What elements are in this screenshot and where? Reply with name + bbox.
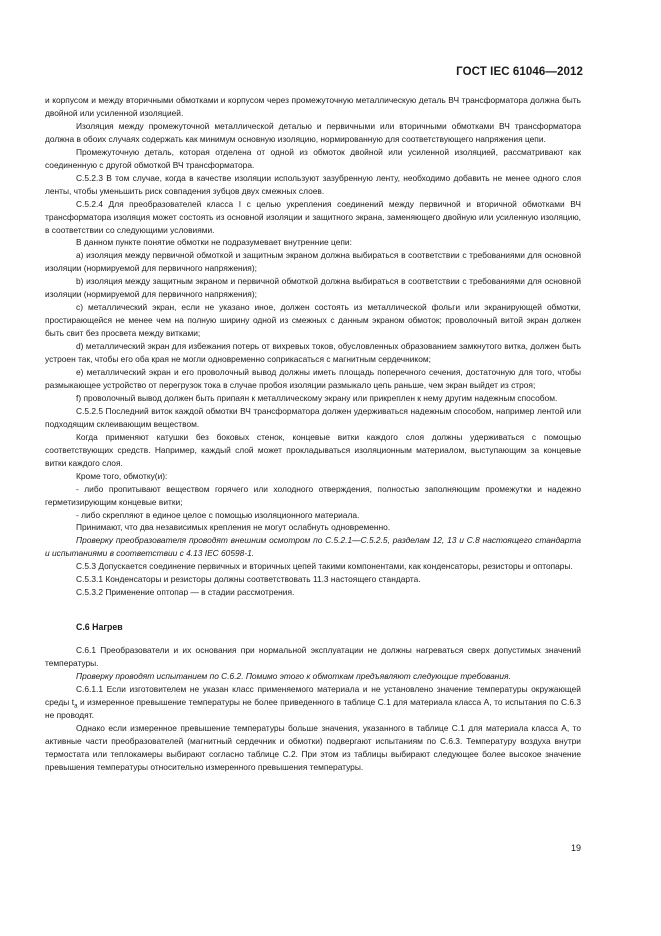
clause-c524: С.5.2.4 Для преобразователей класса I с целью укрепления соединений между первичной и вторичной обмотками ВЧ трансформатора изоляция может состоять из основной изоляции и защитного экрана, заменяющего двойную или усиленную изоляцию, в соответствии со следующими условиями. (45, 198, 581, 235)
dash-item: - либо пропитывают веществом горячего или холодного отверждения, полностью заполняющим промежутки и надежно герметизирующим концевые витки; (45, 483, 581, 507)
list-item-f: f) проволочный вывод должен быть припаян к металлическому экрану или прикреплен к нему другим надежным способом. (76, 392, 558, 403)
list-item-e: e) металлический экран и его проволочный вывод должны иметь площадь поперечного сечения, достаточную для того, чтобы размыкающее устройство от перегрузок тока в случае пробоя изоляции размыкало цепь раньше, чем экран выйдет из строя; (45, 367, 581, 390)
list-item-b: b) изоляция между защитным экраном и первичной обмоткой должна выбираться в соответствии с требованиями для основной изоляции (нормируемой для первичного напряжения); (45, 276, 581, 300)
list-item-c: c) металлический экран, если не указано иное, должен состоять из металлической фольги или экранирующей обмотки, простирающейся не менее чем на полную ширину одной из смежных с данным экраном обмоток; проволочный витой экран должен быть свит без просвета между витками; (45, 302, 581, 339)
paragraph: Кроме того, обмотку(и): (76, 470, 168, 481)
clause-c531: С.5.3.1 Конденсаторы и резисторы должны соответствовать 11.3 настоящего стандарта. (76, 574, 421, 585)
document-body (45, 94, 581, 774)
clause-c532: С.5.3.2 Применение оптопар — в стадии рассмотрения. (76, 587, 295, 598)
verification-note: Проверку проводят испытанием по С.6.2. Помимо этого к обмоткам предъявляют следующие требования. (76, 671, 511, 682)
subscript-a: a (74, 703, 78, 710)
paragraph: Промежуточную деталь, которая отделена от одной из обмоток двойной или усиленной изоляцией, рассматривают как соединенную с другой обмоткой ВЧ трансформатора. (45, 146, 581, 170)
paragraph: и корпусом и между вторичными обмотками и корпусом через промежуточную металлическую деталь ВЧ трансформатора должна быть двойной или усиленной изоляцией. (45, 95, 581, 118)
section-heading: С.6 Нагрев (76, 622, 123, 633)
document-standard-header: ГОСТ IEC 61046—2012 (456, 66, 583, 78)
clause-c611 (45, 683, 581, 722)
paragraph: Когда применяют катушки без боковых стенок, концевые витки каждого слоя должны удерживаться с помощью соответствующих средств. Например, каждый слой может прокладываться изоляционным материалом, выступающим за концевые витки каждого слоя. (45, 431, 581, 468)
paragraph: Принимают, что два независимых крепления не могут ослабнуть одновременно. (76, 522, 391, 533)
paragraph: В данном пункте понятие обмотки не подразумевает внутренние цепи: (76, 237, 352, 248)
paragraph: Изоляция между промежуточной металлической деталью и первичными или вторичными обмотками ВЧ трансформатора должна в обоих случаях содержать как минимум основную изоляцию, нормированную для соответствующего напряжения цепи. (45, 120, 581, 144)
clause-c53: С.5.3 Допускается соединение первичных и вторичных цепей такими компонентами, как конденсаторы, резисторы и оптопары. (76, 561, 573, 572)
clause-c611-text-start: С.6.1.1 Если изготовителем не указан класс применяемого материала и не установлено значение температуры окружающей среды t (45, 684, 581, 707)
verification-note: Проверку преобразователя проводят внешним осмотром по С.5.2.1—С.5.2.5, разделам 12, 13 и С.8 настоящего стандарта и испытаниями в соответствии с 4.13 IEC 60598-1. (45, 535, 581, 559)
dash-item: - либо скрепляют в единое целое с помощью изоляционного материала. (76, 509, 360, 520)
page-number: 19 (570, 843, 581, 853)
clause-c61: С.6.1 Преобразователи и их основания при нормальной эксплуатации не должны нагреваться сверх допустимых значений температуры. (45, 645, 581, 669)
list-item-d: d) металлический экран для избежания потерь от вихревых токов, обусловленных образованием замкнутого витка, должен быть устроен так, чтобы его оба края не могли одновременно соприкасаться с магнитным сердечником; (45, 341, 581, 365)
list-item-a: a) изоляция между первичной обмоткой и защитным экраном должна выбираться в соответствии с требованиями для основной изоляции (нормируемой для первичного напряжения); (45, 250, 581, 274)
paragraph: Однако если измеренное превышение температуры больше значения, указанного в таблице С.1 для материала класса А, то активные части преобразователей (магнитный сердечник и обмотки) подвергают испытаниям по С.6.3. Температуру воздуха внутри термостата или теплокамеры выбирают согласно таблице С.2. При этом из таблицы выбирают следующее более высокое значение превышения температуры относительно измеренного превышения температуры. (45, 722, 581, 772)
clause-c525: С.5.2.5 Последний виток каждой обмотки ВЧ трансформатора должен удерживаться надежным способом, например лентой или подходящим склеивающим веществом. (45, 405, 581, 429)
clause-c611-text-end: и измеренное превышение температуры не более приведенного в таблице С.1 для материала класса А, то испытания по С.6.3 не проводят. (45, 696, 581, 720)
clause-c523: С.5.2.3 В том случае, когда в качестве изоляции используют зазубренную ленту, необходимо добавить не менее одного слоя ленты, чтобы уменьшить риск совпадения зубцов двух смежных слоев. (45, 172, 581, 196)
